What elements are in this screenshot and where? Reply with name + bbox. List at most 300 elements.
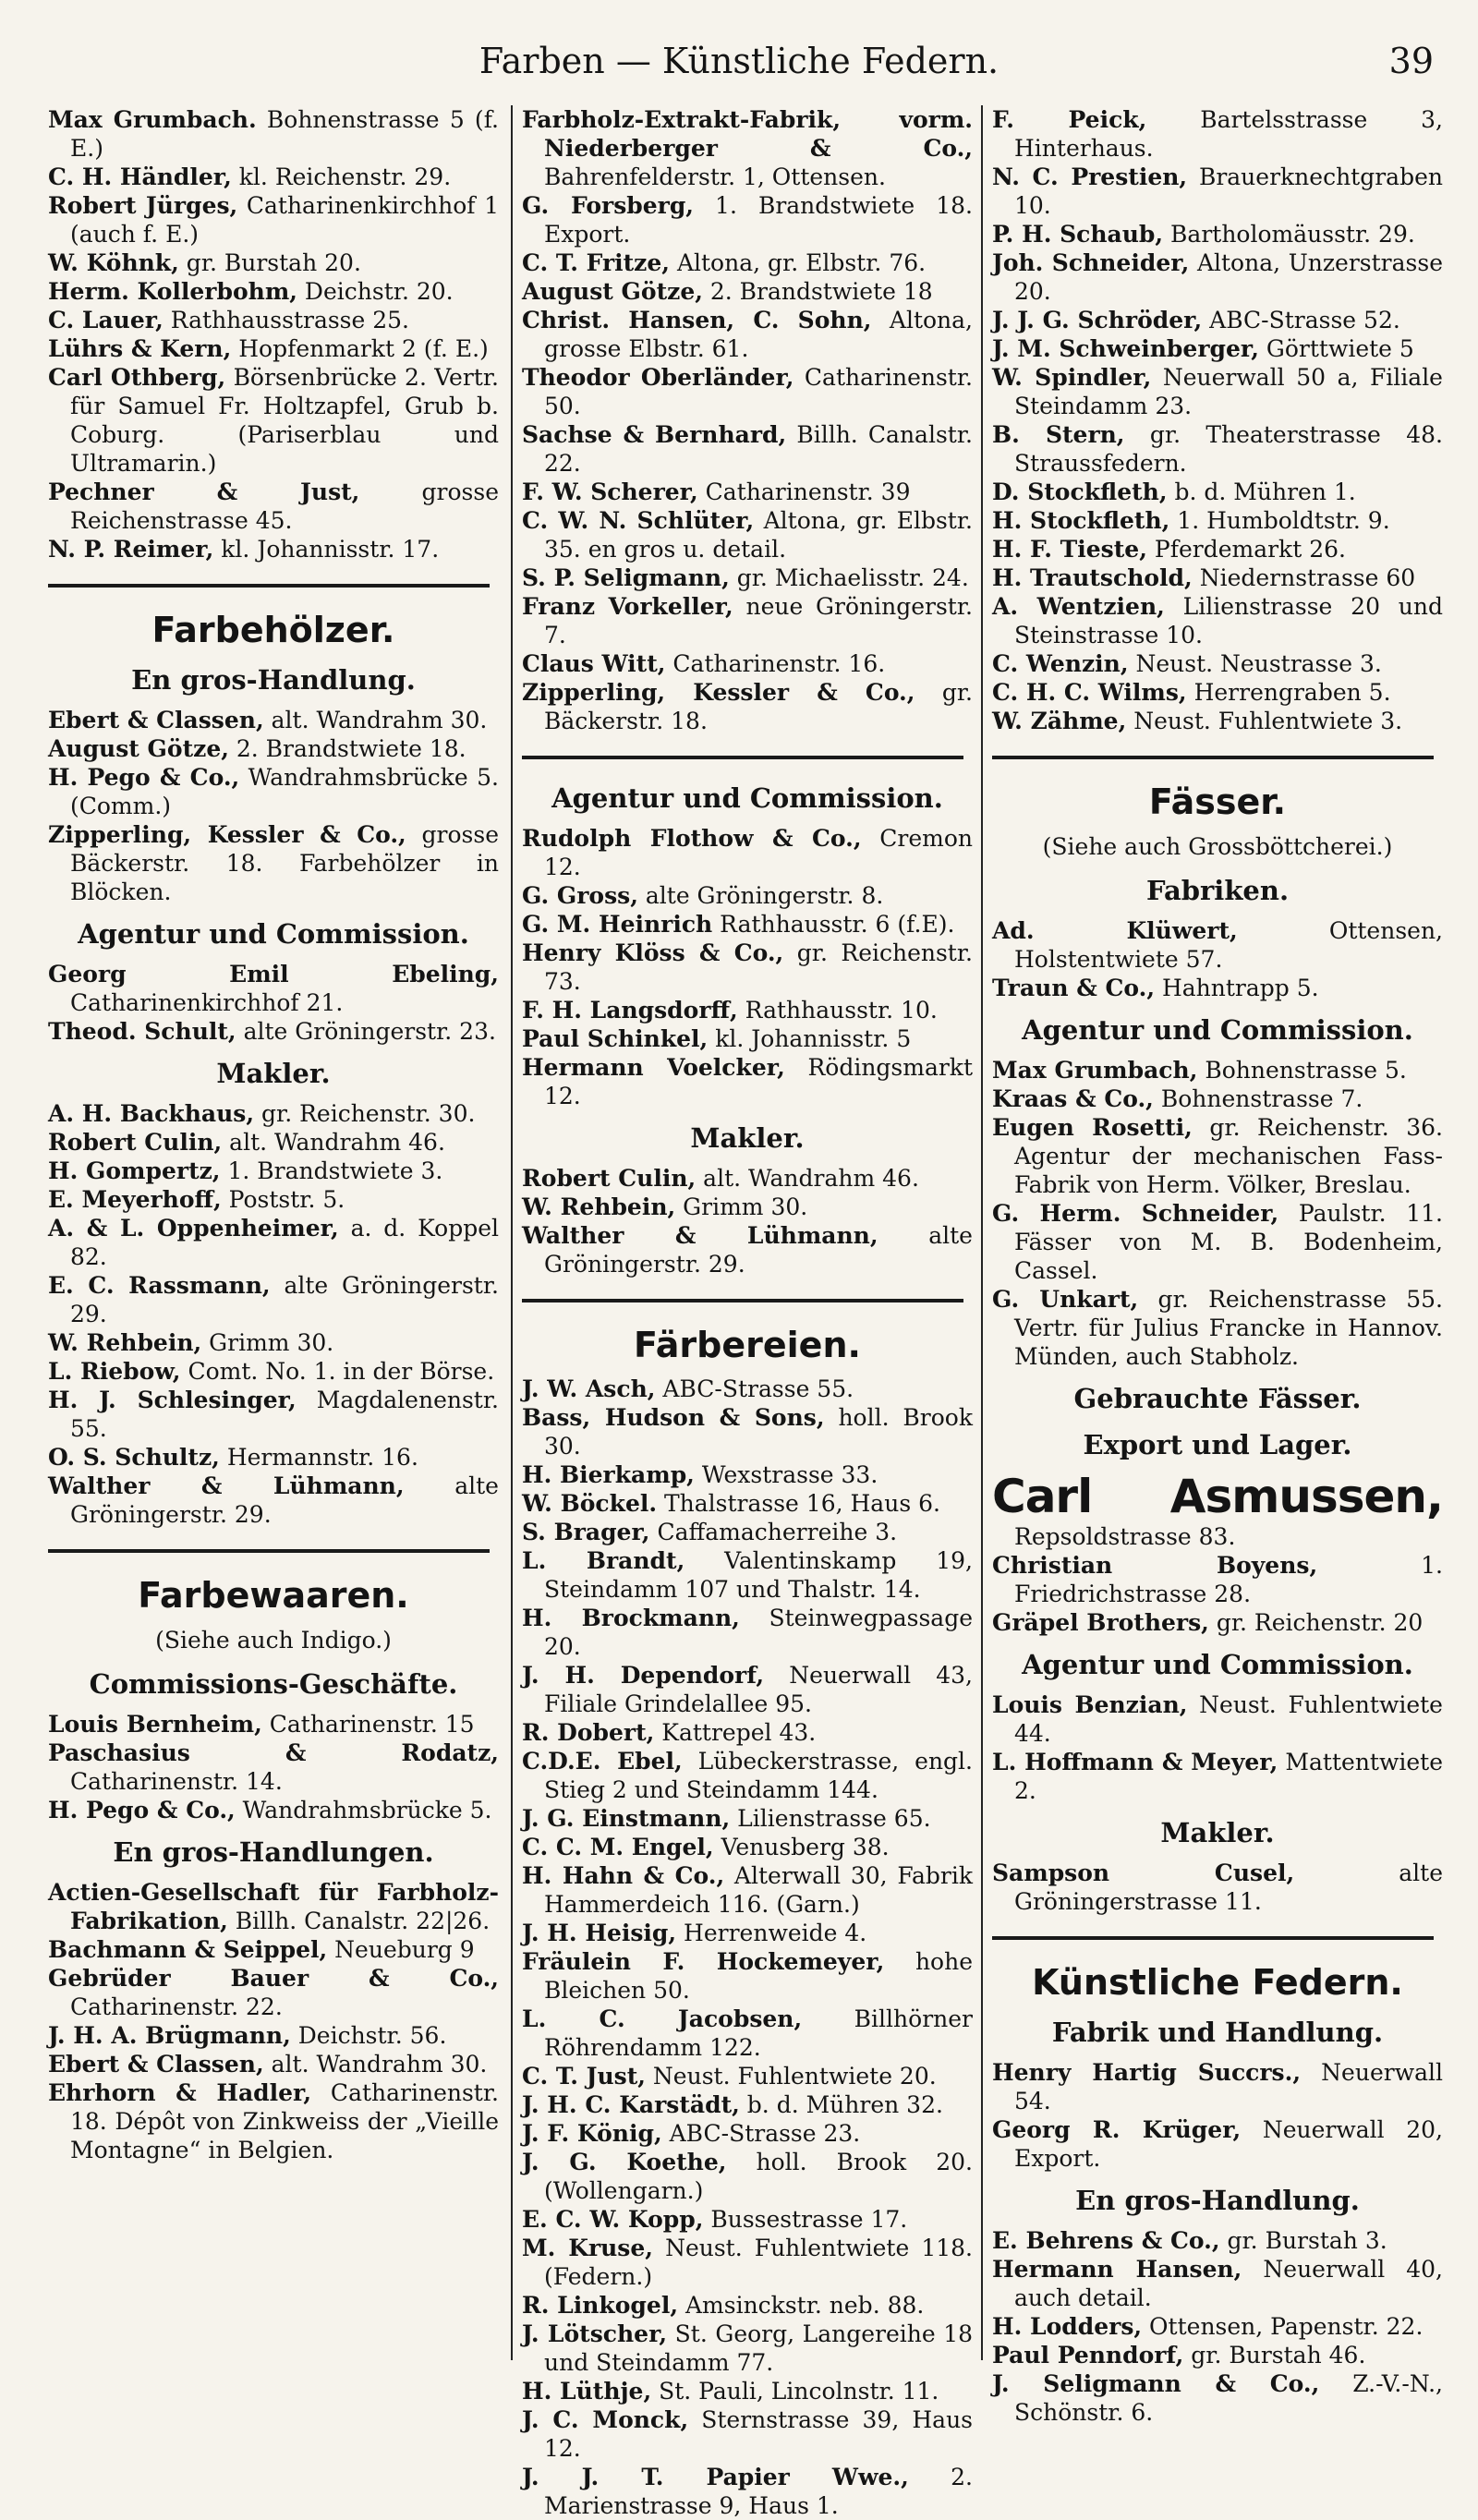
directory-entry (522, 1833, 973, 1861)
entry-name: H. J. Schlesinger, (48, 1387, 297, 1413)
entry-name: J. J. T. Papier Wwe., (522, 2464, 909, 2490)
entry-address: Hermannstr. 16. (219, 1444, 418, 1471)
entry-address: Venusberg 38. (713, 1834, 890, 1860)
directory-entry (992, 592, 1443, 649)
entry-name: Walther & Lühmann, (522, 1222, 878, 1249)
directory-entry (522, 191, 973, 248)
directory-entry (48, 535, 499, 563)
directory-entry (992, 2115, 1443, 2173)
entry-name: J. H. A. Brügmann, (48, 2022, 291, 2049)
directory-entry (48, 1964, 499, 2021)
entry-address: Alterwall 30, Fabrik Hammerdeich 116. (Garn.) (544, 1862, 974, 1918)
subsection-heading: Agentur und Commission. (1022, 1649, 1413, 1680)
entry-name: J. H. C. Karstädt, (522, 2091, 740, 2118)
directory-entry (48, 820, 499, 906)
column-1 (48, 105, 499, 2360)
subsection-heading: Agentur und Commission. (551, 782, 943, 814)
entry-name: E. Meyerhoff, (48, 1186, 222, 1213)
directory-entry (48, 706, 499, 734)
directory-entry (48, 734, 499, 763)
entry-address: Catharinenkirchhof 21. (70, 989, 344, 1016)
entry-name: G. Forsberg, (522, 192, 695, 219)
entry-address: Lilienstrasse 20 und Steinstrasse 10. (1014, 593, 1444, 648)
directory-entry (992, 2369, 1443, 2427)
directory-entry (48, 1185, 499, 1214)
subsection-heading: Makler. (1160, 1817, 1275, 1848)
column-3 (992, 105, 1444, 2426)
entry-name: C. C. M. Engel, (522, 1834, 714, 1860)
directory-entry (992, 105, 1443, 163)
entry-address: Cremon 12. (544, 825, 973, 880)
directory-entry (992, 2058, 1443, 2115)
entry-name: Georg R. Krüger, (992, 2116, 1242, 2143)
entry-address: Kattrepel 43. (654, 1719, 817, 1746)
entry-name: Bachmann & Seippel, (48, 1936, 328, 1963)
directory-entry (48, 1214, 499, 1271)
entry-name: Paul Schinkel, (522, 1025, 709, 1052)
entry-name: S. Brager, (522, 1519, 650, 1545)
entry-address: Bartholomäusstr. 29. (1163, 221, 1415, 248)
directory-entry (48, 1128, 499, 1157)
directory-entry (522, 2234, 973, 2291)
entry-address: Hopfenmarkt 2 (f. E.) (231, 335, 489, 362)
entry-address: Amsinckstr. neb. 88. (678, 2292, 925, 2319)
directory-entry (992, 2255, 1443, 2312)
directory-entry (522, 2291, 973, 2320)
entry-name: Max Grumbach. (48, 106, 257, 133)
directory-entry (48, 1271, 499, 1328)
section-divider (48, 584, 490, 588)
entry-address: kl. Reichenstr. 29. (231, 164, 452, 190)
directory-entry (522, 881, 973, 910)
entry-address: Altona, grosse Elbstr. 61. (544, 307, 974, 362)
directory-entry (992, 535, 1443, 563)
entry-name: C. H. C. Wilms, (992, 679, 1187, 706)
entry-address: Brauerknechtgraben 10. (1014, 164, 1443, 219)
directory-entry (992, 678, 1443, 707)
entry-address: Lilienstrasse 65. (730, 1805, 931, 1832)
entry-name: Farbholz-Extrakt-Fabrik, vorm. Niederberger & Co., (522, 106, 973, 162)
entry-address: Herrenweide 4. (676, 1920, 867, 1946)
entry-address: Steinwegpassage 20. (544, 1605, 973, 1660)
directory-entry (522, 306, 973, 363)
entry-address: Catharinenstr. 22. (70, 1993, 283, 2020)
directory-entry (48, 363, 499, 478)
entry-name: Franz Vorkeller, (522, 593, 733, 620)
entry-name: Herm. Kollerbohm, (48, 278, 297, 305)
directory-entry (522, 1747, 973, 1804)
entry-address: Catharinenstr. 18. Dépôt von Zinkweiss der „Vieille Montagne“ in Belgien. (70, 2079, 499, 2163)
entry-address: Bohnenstrasse 7. (1153, 1085, 1363, 1112)
entry-name: H. Trautschold, (992, 564, 1193, 591)
entry-address: gr. Reichenstr. 20 (1208, 1609, 1423, 1636)
column-2 (522, 105, 974, 2519)
section-divider (522, 756, 963, 759)
entry-name: J. Seligmann & Co., (992, 2370, 1320, 2397)
entry-name: H. Pego & Co., (48, 1797, 236, 1823)
directory-entry (522, 1861, 973, 1919)
entry-name: G. Unkart, (992, 1286, 1139, 1313)
directory-entry (992, 363, 1443, 420)
entry-name: R. Dobert, (522, 1719, 655, 1746)
directory-entry (48, 1796, 499, 1824)
entry-name: Ad. Klüwert, (992, 917, 1238, 944)
entry-address: grosse Bäckerstr. 18. Farbehölzer in Blöcken. (70, 821, 500, 905)
directory-entry (522, 2377, 973, 2405)
entry-address: 1. Friedrichstrasse 28. (1014, 1552, 1443, 1607)
directory-entry (522, 2320, 973, 2377)
directory-entry (522, 506, 973, 563)
directory-entry (48, 191, 499, 248)
entry-address: gr. Theaterstrasse 48. Straussfedern. (1014, 421, 1443, 477)
entry-address: Neuerwall 50 a, Filiale Steindamm 23. (1014, 364, 1443, 419)
entry-name: August Götze, (522, 278, 703, 305)
entry-name: G. M. Heinrich (522, 911, 713, 938)
entry-name: F. H. Langsdorff, (522, 997, 738, 1024)
entry-name: Christian Boyens, (992, 1552, 1318, 1579)
directory-entry (522, 248, 973, 277)
entry-name: N. P. Reimer, (48, 536, 214, 563)
entry-name: Henry Klöss & Co., (522, 939, 784, 966)
directory-entry (992, 1056, 1443, 1084)
entry-name: Ebert & Classen, (48, 2051, 264, 2078)
entry-address: 2. Marienstrasse 9, Haus 1. (544, 2464, 973, 2519)
entry-address: Grimm 30. (201, 1329, 334, 1356)
directory-entry (522, 939, 973, 996)
entry-name: Actien-Gesellschaft für Farbholz-Fabrikation, (48, 1879, 499, 1934)
entry-name: L. Hoffmann & Meyer, (992, 1749, 1278, 1775)
entry-name: W. Böckel. (522, 1490, 658, 1517)
directory-entry (522, 910, 973, 939)
directory-entry (992, 1113, 1443, 1199)
entry-name: W. Köhnk, (48, 249, 179, 276)
entry-address: Paulstr. 11. Fässer von M. B. Bodenheim, Cassel. (1014, 1200, 1443, 1284)
entry-name: J. H. Heisig, (522, 1920, 677, 1946)
directory-entry (48, 2078, 499, 2164)
entry-name: J. C. Monck, (522, 2406, 689, 2433)
directory-entry (522, 1604, 973, 1661)
entry-address: gr. Reichenstr. 73. (544, 939, 974, 995)
entry-name: L. Brandt, (522, 1547, 685, 1574)
directory-entry (522, 1661, 973, 1718)
directory-entry (48, 1710, 499, 1739)
directory-entry (992, 649, 1443, 678)
entry-address: Bahrenfelderstr. 1, Ottensen. (544, 164, 886, 190)
entry-name: Pechner & Just, (48, 479, 360, 505)
entry-name: Eugen Rosetti, (992, 1114, 1193, 1141)
entry-address: Grimm 30. (675, 1193, 808, 1220)
entry-name: C.D.E. Ebel, (522, 1748, 683, 1775)
entry-name: A. H. Backhaus, (48, 1100, 255, 1127)
directory-entry (992, 1199, 1443, 1285)
directory-entry (992, 707, 1443, 735)
directory-entry (992, 1608, 1443, 1637)
entry-name: F. W. Scherer, (522, 479, 698, 505)
section-divider (48, 1549, 490, 1553)
entry-address: kl. Johannisstr. 17. (213, 536, 440, 563)
entry-address: Valentinskamp 19, Steindamm 107 und Thalstr. 14. (544, 1547, 973, 1603)
section-title: Färbereien. (634, 1325, 861, 1365)
subsection-heading: Makler. (216, 1058, 331, 1089)
entry-name: Ebert & Classen, (48, 707, 264, 733)
directory-entry (992, 506, 1443, 535)
entry-name: H. F. Tieste, (992, 536, 1147, 563)
entry-name: Christ. Hansen, C. Sohn, (522, 307, 872, 333)
directory-entry (992, 306, 1443, 334)
entry-address: Ottensen, Holstentwiete 57. (1014, 917, 1443, 973)
entry-address: kl. Johannisstr. 5 (708, 1025, 912, 1052)
directory-entry (992, 916, 1443, 974)
entry-address: Rödingsmarkt 12. (544, 1054, 974, 1109)
entry-address: Altona, gr. Elbstr. 35. en gros u. detail. (544, 507, 973, 563)
directory-entry (48, 1935, 499, 1964)
directory-entry (522, 1804, 973, 1833)
directory-entry (522, 592, 973, 649)
entry-name: Gebrüder Bauer & Co., (48, 1965, 499, 1992)
entry-address: alt. Wandrahm 46. (696, 1165, 919, 1192)
entry-address: St. Georg, Langereihe 18 und Steindamm 77. (544, 2320, 974, 2376)
entry-name: A. & L. Oppenheimer, (48, 1215, 339, 1242)
entry-name: C. Wenzin, (992, 650, 1129, 677)
entry-name: Zipperling, Kessler & Co., (48, 821, 406, 848)
entry-name: Zipperling, Kessler & Co., (522, 679, 915, 706)
entry-name: J. G. Koethe, (522, 2149, 727, 2175)
directory-entry (522, 678, 973, 735)
subsection-heading: En gros-Handlung. (131, 664, 416, 696)
directory-entry (48, 1878, 499, 1935)
entry-name: M. Kruse, (522, 2235, 653, 2261)
entry-address: alte Gröningerstrasse 11. (1014, 1860, 1443, 1915)
entry-name: Louis Bernheim, (48, 1711, 262, 1738)
directory-entry (522, 363, 973, 420)
entry-address: Altona, gr. Elbstr. 76. (670, 249, 927, 276)
entry-name: Bass, Hudson & Sons, (522, 1404, 825, 1431)
entry-address: Hahntrapp 5. (1155, 975, 1319, 1001)
entry-name: Walther & Lühmann, (48, 1472, 405, 1499)
directory-entry (522, 563, 973, 592)
entry-address: gr. Michaelisstr. 24. (729, 564, 969, 591)
entry-address: Billh. Canalstr. 22. (544, 421, 973, 477)
featured-entry (992, 1471, 1443, 1551)
directory-entry (48, 1328, 499, 1357)
directory-entry (522, 2148, 973, 2205)
entry-address: alte Gröningerstr. 29. (70, 1272, 499, 1327)
entry-name: Max Grumbach, (992, 1057, 1198, 1084)
entry-address: Börsenbrücke 2. Vertr. für Samuel Fr. Holtzapfel, Grub b. Coburg. (Pariserblau und Ultramarin.) (70, 364, 500, 477)
entry-address: Neueburg 9 (327, 1936, 475, 1963)
entry-address: b. d. Mühren 1. (1167, 479, 1356, 505)
column-divider (511, 105, 513, 2360)
entry-address: Deichstr. 20. (297, 278, 454, 305)
entry-address: 2. Brandstwiete 18. (228, 735, 466, 762)
directory-entry (992, 334, 1443, 363)
entry-address: Niedernstrasse 60 (1192, 564, 1416, 591)
entry-address: Ottensen, Papenstr. 22. (1142, 2313, 1423, 2340)
directory-entry (48, 1357, 499, 1386)
entry-name: Claus Witt, (522, 650, 666, 677)
entry-address: Mattentwiete 2. (1014, 1749, 1443, 1804)
entry-address: Billh. Canalstr. 22|26. (227, 1908, 491, 1934)
subsection-heading: Gebrauchte Fässer. (1073, 1383, 1362, 1414)
directory-entry (522, 1947, 973, 2005)
entry-address: alte Gröningerstr. 23. (236, 1018, 496, 1045)
entry-name: W. Spindler, (992, 364, 1152, 391)
entry-address: Wexstrasse 33. (694, 1461, 878, 1488)
entry-name: Robert Culin, (522, 1165, 697, 1192)
entry-address: Neuerwall 20, Export. (1014, 2116, 1443, 2172)
entry-name: H. Bierkamp, (522, 1461, 695, 1488)
directory-entry (48, 248, 499, 277)
page-header (0, 35, 1478, 91)
directory-entry (48, 763, 499, 820)
entry-address: Rathhausstr. 10. (737, 997, 938, 1024)
subsection-heading: En gros-Handlungen. (113, 1836, 434, 1868)
entry-address: Caffamacherreihe 3. (649, 1519, 898, 1545)
directory-entry (992, 248, 1443, 306)
directory-entry (992, 2312, 1443, 2341)
entry-name: W. Rehbein, (48, 1329, 202, 1356)
entry-name: Sampson Cusel, (992, 1860, 1295, 1886)
entry-name: G. Gross, (522, 882, 638, 909)
entry-address: ABC-Strasse 55. (655, 1375, 854, 1402)
directory-entry (522, 649, 973, 678)
entry-name: O. S. Schultz, (48, 1444, 220, 1471)
entry-address: Neust. Fuhlentwiete 44. (1014, 1691, 1443, 1747)
directory-entry (992, 220, 1443, 248)
entry-name: Sachse & Bernhard, (522, 421, 787, 448)
entry-name: S. P. Seligmann, (522, 564, 730, 591)
entry-name: Robert Jürges, (48, 192, 238, 219)
entry-address: ABC-Strasse 52. (1202, 307, 1400, 333)
entry-address: Altona, Unzerstrasse 20. (1014, 249, 1443, 305)
directory-entry (522, 2005, 973, 2062)
directory-entry (992, 1859, 1443, 1916)
directory-entry (48, 1739, 499, 1796)
directory-entry (992, 478, 1443, 506)
entry-address: Bussestrasse 17. (703, 2206, 908, 2233)
directory-entry (522, 2205, 973, 2234)
entry-address: Deichstr. 56. (290, 2022, 447, 2049)
directory-entry (48, 1099, 499, 1128)
entry-name: E. C. W. Kopp, (522, 2206, 704, 2233)
directory-entry (992, 163, 1443, 220)
entry-address: Neust. Fuhlentwiete 3. (1126, 708, 1403, 734)
entry-name: R. Linkogel, (522, 2292, 679, 2319)
entry-address: alte Gröningerstr. 29. (544, 1222, 973, 1278)
directory-entry (48, 306, 499, 334)
entry-name: Ehrhorn & Hadler, (48, 2079, 312, 2106)
entry-address: Sternstrasse 39, Haus 12. (544, 2406, 973, 2462)
directory-entry (522, 2119, 973, 2148)
entry-address: Neust. Fuhlentwiete 118. (Federn.) (544, 2235, 973, 2290)
section-note: (Siehe auch Grossböttcherei.) (1042, 833, 1393, 860)
entry-address: holl. Brook 20. (Wollengarn.) (544, 2149, 973, 2204)
entry-name: C. T. Fritze, (522, 249, 670, 276)
entry-name: W. Rehbein, (522, 1193, 676, 1220)
directory-entry (522, 2062, 973, 2090)
entry-address: gr. Bäckerstr. 18. (544, 679, 973, 734)
entry-address: Rathhausstr. 6 (f.E). (712, 911, 955, 938)
entry-name: L. Riebow, (48, 1358, 181, 1385)
entry-name: H. Lüthje, (522, 2378, 652, 2405)
entry-name: J. H. Dependorf, (522, 1662, 765, 1689)
entry-address: Billhörner Röhrendamm 122. (544, 2005, 973, 2061)
directory-entry (522, 420, 973, 478)
entry-address: Wandrahmsbrücke 5. (Comm.) (70, 764, 499, 819)
entry-address: gr. Reichenstrasse 55. Vertr. für Julius Francke in Hannov. Münden, auch Stabholz. (1014, 1286, 1443, 1370)
entry-name: Joh. Schneider, (992, 249, 1190, 276)
entry-name: C. W. N. Schlüter, (522, 507, 755, 534)
entry-address: Thalstrasse 16, Haus 6. (657, 1490, 940, 1517)
entry-name: H. Pego & Co., (48, 764, 240, 791)
running-title: Farben — Künstliche Federn. (479, 41, 999, 81)
directory-entry (992, 1690, 1443, 1748)
entry-name: Louis Benzian, (992, 1691, 1188, 1718)
directory-entry (522, 1919, 973, 1947)
entry-name: Georg Emil Ebeling, (48, 961, 499, 987)
entry-name: J. G. Einstmann, (522, 1805, 731, 1832)
entry-address: hohe Bleichen 50. (544, 1948, 974, 2004)
directory-entry (48, 960, 499, 1017)
directory-entry (48, 277, 499, 306)
directory-entry (992, 1551, 1443, 1608)
entry-address: Görttwiete 5 (1258, 335, 1414, 362)
entry-name: Fräulein F. Hockemeyer, (522, 1948, 885, 1975)
directory-entry (522, 824, 973, 881)
directory-entry (992, 420, 1443, 478)
directory-entry (522, 2463, 973, 2520)
entry-name: August Götze, (48, 735, 229, 762)
directory-entry (522, 1518, 973, 1546)
entry-address: Catharinenstr. 16. (665, 650, 886, 677)
directory-entry (48, 1017, 499, 1046)
entry-address: alt. Wandrahm 46. (222, 1129, 445, 1156)
entry-name: A. Wentzien, (992, 593, 1165, 620)
entry-address: Neust. Fuhlentwiete 20. (645, 2063, 937, 2090)
directory-entry (48, 478, 499, 535)
section-title: Fässer. (1148, 781, 1287, 822)
entry-address: alt. Wandrahm 30. (263, 2051, 488, 2078)
directory-entry (48, 1443, 499, 1472)
entry-name: L. C. Jacobsen, (522, 2005, 803, 2032)
entry-name: Paschasius & Rodatz, (48, 1739, 499, 1766)
directory-entry (992, 1748, 1443, 1805)
directory-entry (522, 1546, 973, 1604)
entry-name: G. Herm. Schneider, (992, 1200, 1279, 1227)
entry-address: Pferdemarkt 26. (1146, 536, 1346, 563)
directory-entry (992, 2226, 1443, 2255)
subsection-heading: Fabrik und Handlung. (1051, 2017, 1384, 2048)
entry-name: C. H. Händler, (48, 164, 232, 190)
entry-name: J. F. König, (522, 2120, 662, 2147)
directory-entry (522, 996, 973, 1024)
entry-address: Catharinenstr. 39 (697, 479, 911, 505)
entry-address: 1. Brandstwiete 18. Export. (544, 192, 973, 248)
section-divider (522, 1299, 963, 1302)
entry-name: E. C. Rassmann, (48, 1272, 271, 1299)
entry-address: Catharinenkirchhof 1 (auch f. E.) (70, 192, 499, 248)
column-divider (981, 105, 983, 2360)
entry-address: Poststr. 5. (221, 1186, 345, 1213)
directory-entry (522, 1164, 973, 1193)
entry-name: J. Lötscher, (522, 2320, 668, 2347)
entry-name: Paul Penndorf, (992, 2342, 1184, 2369)
entry-address: St. Pauli, Lincolnstr. 11. (651, 2378, 939, 2405)
entry-name: Henry Hartig Succrs., (992, 2059, 1302, 2086)
directory-entry (48, 1157, 499, 1185)
entry-address: Bartelsstrasse 3, Hinterhaus. (1014, 106, 1444, 162)
entry-address: alte Gröningerstr. 29. (70, 1472, 499, 1528)
